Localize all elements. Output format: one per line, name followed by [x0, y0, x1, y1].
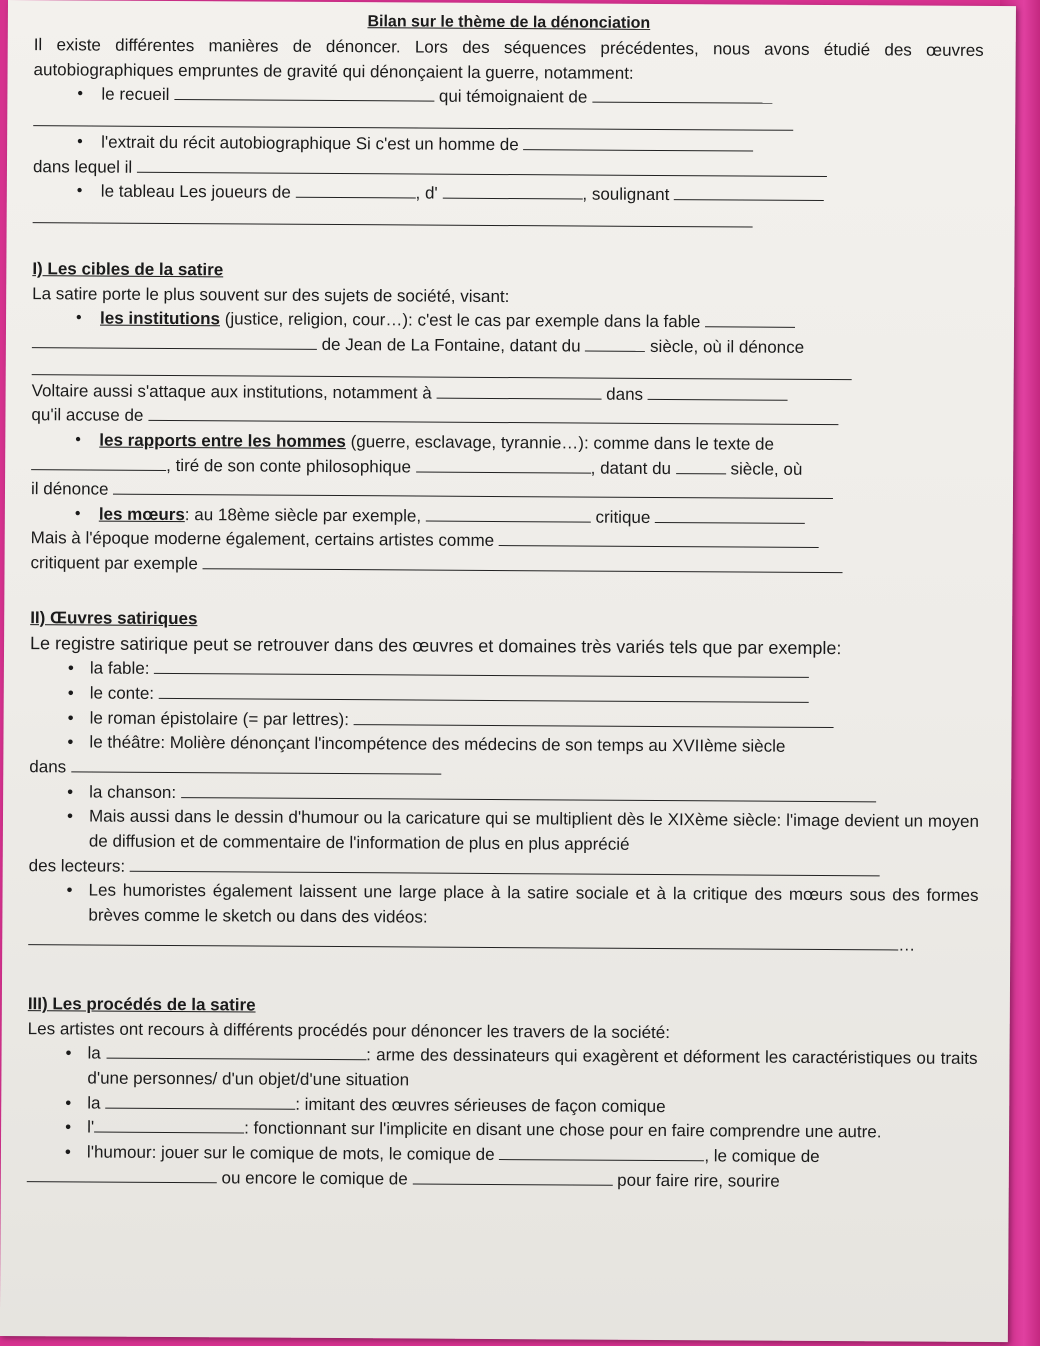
list-item-theatre: • le théâtre: Molière dénonçant l'incompétence des médecins de son temps au XVIIème siècle — [29, 731, 979, 761]
list-item-tableau — [33, 180, 983, 210]
item-text: l'extrait du récit autobiographique Si c'est un homme de — [101, 132, 519, 155]
blank-field[interactable] — [32, 333, 317, 350]
item-text: , le comique de — [704, 1146, 820, 1166]
blank-field[interactable] — [442, 184, 582, 200]
blank-field[interactable] — [28, 930, 898, 950]
list-item-humoristes: • Les humoristes également laissent une large place à la satire sociale et à la critique des mœurs sous des formes brèves comme le sketch ou dans des vidéos: — [28, 878, 978, 933]
blank-field[interactable] — [585, 336, 645, 351]
list-item-recueil — [33, 83, 983, 113]
blank-field[interactable] — [106, 1044, 366, 1061]
item-text: la fable: — [89, 658, 150, 679]
blank-field[interactable] — [416, 457, 591, 473]
intro-paragraph: Il existe différentes manières de dénoncer. Lors des séquences précédentes, nous avons étudié des œuvres autobiographiques empruntes de gravité qui dénonçaient la guerre, notamment: — [33, 35, 984, 83]
list-item-dessin: • Mais aussi dans le dessin d'humour ou la caricature qui se multiplient dès le XIXème siècle: l'image devient un moyen de diffusion et de commentaire de l'information de plus en plus apprécié — [29, 804, 979, 859]
item-text: dans lequel il — [32, 156, 133, 177]
blank-field[interactable] — [705, 313, 795, 329]
item-text: la — [87, 1043, 101, 1064]
blank-field[interactable] — [676, 459, 726, 474]
item-text: dans — [606, 384, 644, 404]
item-text: … — [898, 934, 916, 955]
item-text: : arme des dessinateurs qui exagèrent et déforment les caractéristiques ou traits d'une personnes/ d'un objet/d'une situation — [87, 1045, 978, 1090]
item-text: il dénonce — [30, 479, 109, 499]
item-text: (justice, religion, cour…): c'est le cas par exemple dans la fable — [219, 309, 701, 332]
blank-field[interactable] — [94, 1118, 244, 1134]
blank-field[interactable] — [105, 1093, 295, 1109]
list-item-caricature — [27, 1042, 977, 1097]
section-title-procedes: III) Les procédés de la satire — [27, 994, 256, 1015]
item-text: Voltaire aussi s'attaque aux institutions, notamment à — [31, 380, 432, 403]
section-title-cibles: I) Les cibles de la satire — [32, 259, 224, 280]
item-text: ou encore le comique de — [221, 1167, 408, 1189]
blank-field[interactable] — [354, 710, 834, 728]
section-title-oeuvres: II) Œuvres satiriques — [30, 607, 198, 628]
item-text: l'humour: jouer sur le comique de mots, le comique de — [86, 1142, 495, 1164]
blank-field[interactable] — [412, 1169, 612, 1185]
blank-field[interactable] — [648, 385, 788, 401]
item-text: le tableau Les joueurs de — [100, 181, 291, 203]
item-text: : imitant des œuvres sérieuses de façon comique — [295, 1094, 666, 1116]
item-text: : au 18ème siècle par exemple, — [184, 504, 422, 526]
blank-field[interactable] — [159, 684, 809, 703]
item-text: siècle, où — [730, 458, 803, 479]
item-text: siècle, où il dénonce — [650, 336, 805, 357]
worksheet-content — [27, 8, 984, 1195]
blank-line[interactable] — [33, 109, 793, 131]
item-text: qui témoignaient de — [438, 87, 588, 108]
section-intro: La satire porte le plus souvent sur des sujets de société, visant: — [32, 283, 510, 306]
item-text: , tiré de son conte philosophique — [166, 455, 412, 476]
item-text: , d' — [415, 183, 438, 204]
blank-field[interactable] — [27, 1167, 217, 1183]
blank-field[interactable] — [174, 85, 434, 102]
item-text: Mais à l'époque moderne également, certains artistes comme — [30, 528, 495, 551]
blank-field[interactable] — [130, 856, 880, 876]
blank-field[interactable] — [674, 185, 824, 201]
blank-field[interactable] — [523, 135, 753, 151]
item-text: de Jean de La Fontaine, datant du — [321, 334, 581, 356]
section-intro: Le registre satirique peut se retrouver dans des œuvres et domaines très variés tels que par exemple: — [30, 633, 842, 659]
item-text: qu'il accuse de — [31, 405, 144, 426]
item-text: pour faire rire, sourire — [617, 1170, 780, 1191]
blank-field[interactable] — [203, 554, 843, 573]
blank-line[interactable] — [32, 358, 852, 380]
keyword: les mœurs — [98, 504, 185, 524]
blank-field[interactable] — [148, 406, 838, 425]
keyword: les rapports entre les hommes — [99, 430, 346, 451]
page-title: Bilan sur le thème de la dénonciation — [367, 13, 651, 32]
item-text: le recueil — [101, 85, 170, 105]
blank-field[interactable] — [426, 506, 591, 522]
blank-field[interactable] — [296, 183, 416, 199]
blank-field[interactable] — [71, 757, 441, 774]
item-text: le conte: — [89, 683, 155, 703]
blank-field[interactable] — [499, 531, 819, 548]
blank-field[interactable] — [499, 1145, 704, 1161]
item-text: , soulignant — [582, 184, 670, 205]
blank-field[interactable] — [113, 480, 833, 499]
blank-field[interactable] — [592, 88, 772, 104]
item-text: , datant du — [590, 458, 672, 478]
section-intro: Les artistes ont recours à différents procédés pour dénoncer les travers de la société: — [27, 1018, 671, 1042]
blank-line[interactable] — [33, 206, 753, 227]
keyword: les institutions — [99, 308, 221, 329]
blank-field[interactable] — [181, 783, 876, 802]
item-text: l' — [87, 1117, 95, 1137]
blank-field[interactable] — [31, 455, 166, 471]
item-text: le roman épistolaire (= par lettres): — [89, 708, 350, 729]
item-text: (guerre, esclavage, tyrannie…): comme dans le texte de — [345, 431, 775, 454]
item-text: la — [87, 1093, 101, 1113]
item-text: critique — [595, 507, 651, 527]
item-text: des lecteurs: — [28, 855, 126, 876]
item-text: la chanson: — [89, 782, 177, 802]
blank-field[interactable] — [154, 659, 809, 678]
blank-field[interactable] — [137, 158, 827, 177]
blank-field[interactable] — [436, 383, 601, 399]
item-text: dans — [29, 757, 67, 777]
blank-field[interactable] — [655, 508, 805, 524]
item-text: critiquent par exemple — [30, 553, 198, 574]
item-text: : fonctionnant sur l'implicite en disant une chose pour en faire comprendre une autre. — [244, 1118, 882, 1142]
